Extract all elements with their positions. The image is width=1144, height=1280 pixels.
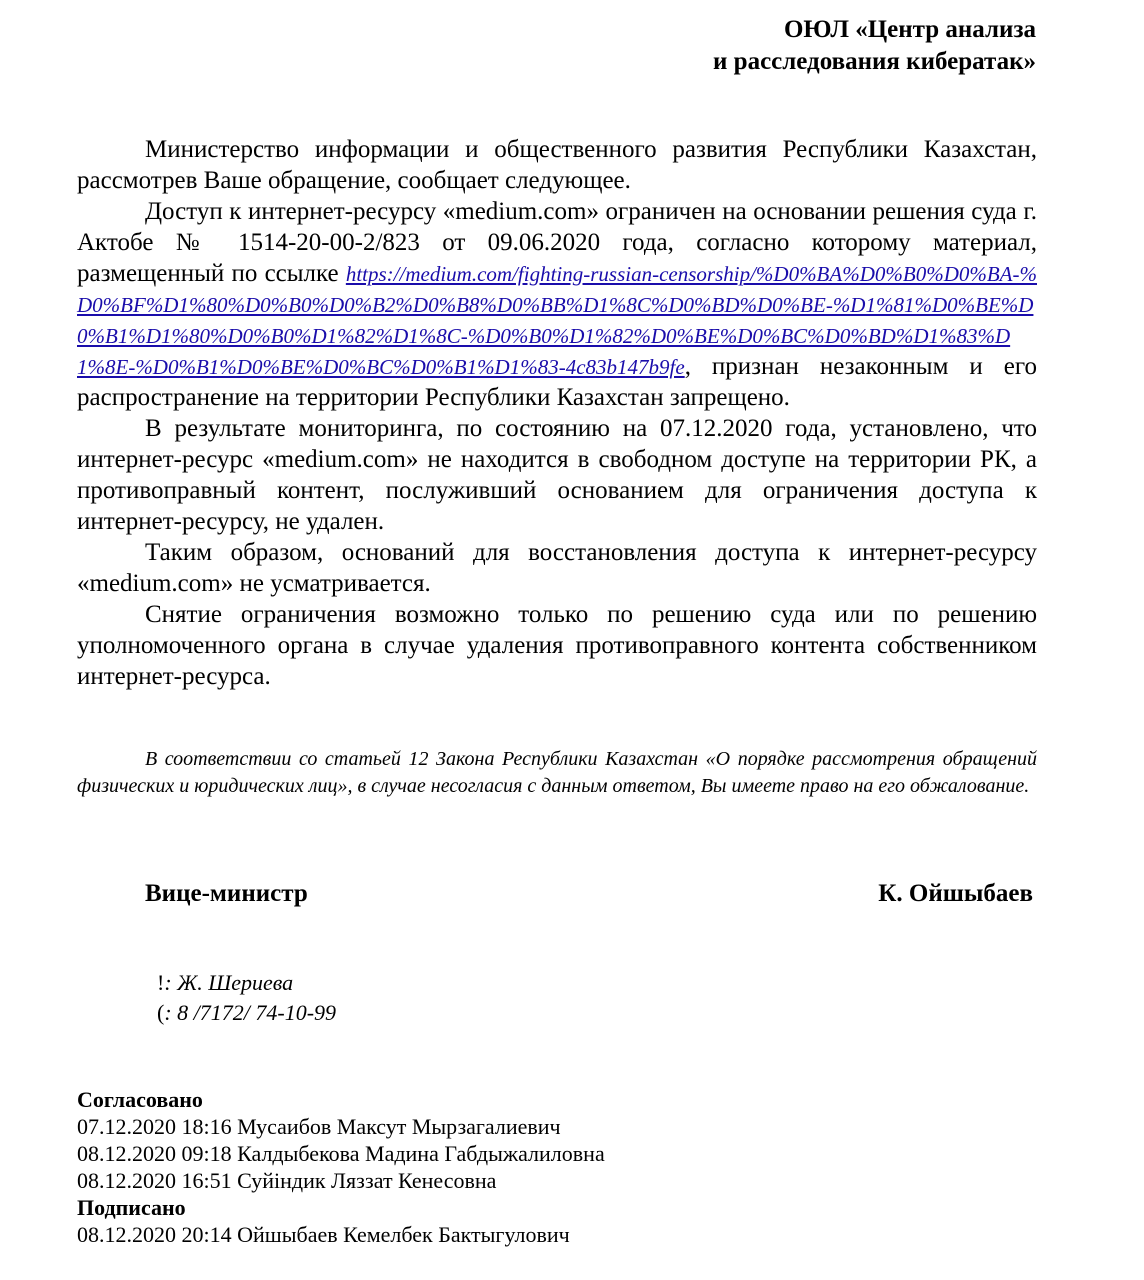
paragraph-access-restriction xyxy=(77,196,1037,413)
paragraph-intro: Министерство информации и общественного развития Республики Казахстан, рассмотрев Ваше обращение, сообщает следующее. xyxy=(77,136,1037,194)
addressee-line-2: и расследования кибератак» xyxy=(713,48,1036,75)
person-icon: ! xyxy=(157,970,165,995)
blocked-article-link[interactable]: https://medium.com/fighting-russian-censorship/%D0%BA%D0%B0%D0%BA-%D0%BF%D1%80%D0%B0%D0%B2%D0%B8%D0%BB%D1%8C%D0%BD%D0%BE-%D1%81%D0%BE%D0%B1%D1%80%D0%B0%D1%82%D1%8C-%D0%B0%D1%82%D0%BE%D0%BC%D0%BD%D1%83%D1%8E-%D0%B1%D0%BE%D0%BC%D0%B1%D1%83-4c83b147b9fe xyxy=(77,262,1037,379)
signed-entry: 08.12.2020 20:14 Ойшыбаев Кемелбек Бактыгулович xyxy=(77,1222,570,1247)
agreed-entry: 07.12.2020 18:16 Мусаибов Максут Мырзагалиевич xyxy=(77,1114,561,1139)
letter-body xyxy=(77,134,1037,692)
executor-phone-row xyxy=(157,998,336,1028)
signed-header: Подписано xyxy=(77,1195,186,1220)
approval-block xyxy=(77,1086,605,1248)
agreed-header: Согласовано xyxy=(77,1087,203,1112)
paragraph-access-text-end: , признан незаконным и его распространение на территории Республики Казахстан запрещено. xyxy=(77,353,1037,411)
signer-name: К. Ойшыбаев xyxy=(878,880,1033,907)
executor-person-row xyxy=(157,968,336,998)
paragraph-access-text: Доступ к интернет-ресурсу «medium.com» ограничен на основании решения суда г. Актобе № 1514-20-00-2/823 от 09.06.2020 года, согласно которому материал, размещенный по ссылке xyxy=(77,198,1037,287)
executor-name: : Ж. Шериева xyxy=(164,970,294,995)
appeal-note: В соответствии со статьей 12 Закона Республики Казахстан «О порядке рассмотрения обращений физических и юридических лиц», в случае несогласия с данным ответом, Вы имеете право на его обжалование. xyxy=(77,748,1037,797)
paragraph-monitoring: В результате мониторинга, по состоянию на 07.12.2020 года, установлено, что интернет-ресурс «medium.com» не находится в свободном доступе на территории РК, а противоправный контент, послуживший основанием для ограничения доступа к интернет-ресурсу, не удален. xyxy=(77,415,1037,535)
signer-position: Вице-министр xyxy=(145,880,308,907)
executor-block xyxy=(157,968,336,1028)
executor-phone: : 8 /7172/ 74-10-99 xyxy=(164,1000,337,1025)
paragraph-removal-conditions: Снятие ограничения возможно только по решению суда или по решению уполномоченного органа в случае удаления противоправного контента собственником интернет-ресурса. xyxy=(77,601,1037,690)
agreed-entry: 08.12.2020 09:18 Калдыбекова Мадина Габдыжалиловна xyxy=(77,1141,605,1166)
addressee-block xyxy=(713,14,1036,78)
signature-row xyxy=(145,878,1033,910)
agreed-entry: 08.12.2020 16:51 Суйіндик Ляззат Кенесовна xyxy=(77,1168,497,1193)
addressee-line-1: ОЮЛ «Центр анализа xyxy=(783,16,1036,43)
phone-icon: ( xyxy=(157,1000,165,1025)
paragraph-conclusion: Таким образом, оснований для восстановления доступа к интернет-ресурсу «medium.com» не усматривается. xyxy=(77,539,1037,597)
